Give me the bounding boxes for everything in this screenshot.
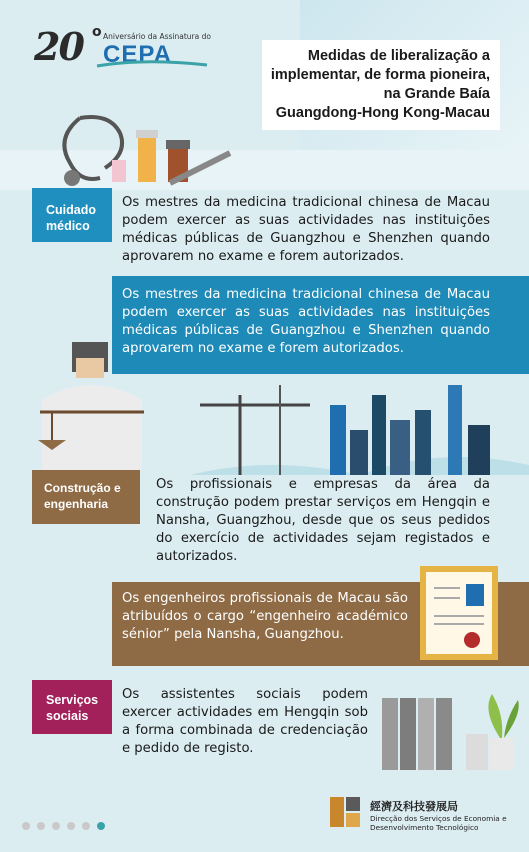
construction-paragraph-1: Os profissionais e empresas da área da construção podem prestar serviços em Hengqin e Nansha, Guangzhou, desde que os seus pedidos do exercício de actividades sejam registados e autorizados. [156, 477, 490, 564]
page-dot-active[interactable] [97, 822, 105, 830]
page-dot[interactable] [37, 822, 45, 830]
page-dot[interactable] [82, 822, 90, 830]
page-dot[interactable] [22, 822, 30, 830]
medical-paragraph-1: Os mestres da medicina tradicional chinesa de Macau podem exercer as suas actividades nas instituições médicas públicas de Guangzhou e Shenzhen quando aprovarem no exame e forem autorizados. [122, 195, 490, 264]
city-skyline-icon [190, 375, 529, 475]
footer-organization [370, 798, 507, 832]
logo-superscript: o [92, 24, 102, 40]
stethoscope-medicine-icon [50, 108, 240, 190]
page-indicator [22, 822, 105, 830]
social-paragraph-1: Os assistentes sociais podem exercer actividades em Hengqin sob a forma combinada de credenciação e pedido de registo. [122, 687, 368, 756]
construction-paragraph-2: Os engenheiros profissionais de Macau são atribuídos o cargo “engenheiro académico sénior” pela Nansha, Guangzhou. [122, 591, 408, 642]
title-box [262, 40, 500, 130]
certificate-icon [420, 566, 498, 660]
tag-social: Serviços sociais [32, 680, 112, 734]
logo-subtitle: Aniversário da Assinatura do [103, 32, 211, 41]
logo-brand: CEPA [103, 41, 172, 68]
dset-logo-icon [330, 797, 360, 827]
page-dot[interactable] [52, 822, 60, 830]
tag-medical: Cuidado médico [32, 188, 112, 242]
org-name-portuguese: Direcção dos Serviços de Economia e Desenvolvimento Tecnológico [370, 814, 507, 832]
logo-swoosh-icon [95, 60, 210, 70]
medical-paragraph-2: Os mestres da medicina tradicional chinesa de Macau podem exercer as suas actividades nas instituições médicas públicas de Guangzhou e Shenzhen quando aprovarem no exame e forem autorizados. [122, 287, 490, 356]
logo-number: 20 [34, 24, 83, 69]
binders-plant-icon [382, 690, 522, 770]
doctor-scale-icon [32, 340, 152, 470]
org-name-chinese: 經濟及科技發展局 [370, 800, 458, 813]
page-title: Medidas de liberalização a implementar, de forma pioneira, na Grande Baía Guangdong-Hong Kong-Macau [270, 48, 490, 121]
tag-construction: Construção e engenharia [32, 470, 140, 524]
page-dot[interactable] [67, 822, 75, 830]
